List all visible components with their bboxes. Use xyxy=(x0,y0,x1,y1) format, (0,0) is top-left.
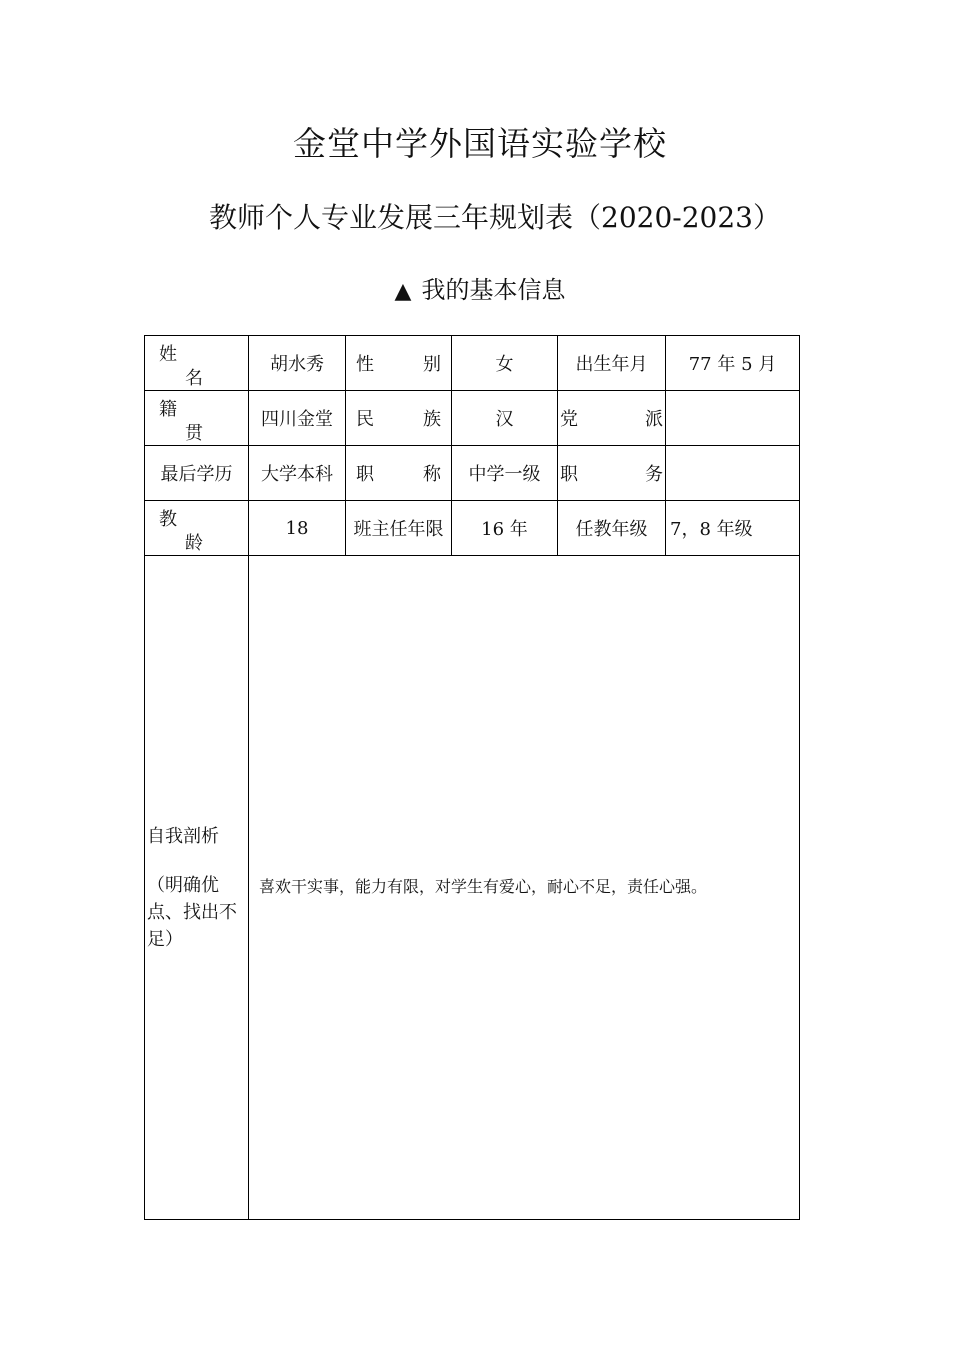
basic-info-table xyxy=(144,335,800,1220)
self-analysis-content: 喜欢干实事，能力有限，对学生有爱心，耐心不足，责任心强。 xyxy=(259,877,708,896)
education-value: 大学本科 xyxy=(249,446,346,501)
self-analysis-hint: （明确优点、找出不足） xyxy=(147,874,237,950)
section-label: 我的基本信息 xyxy=(421,276,566,304)
teaching-grade-value: 7，8 年级 xyxy=(666,501,800,556)
birth-label: 出生年月 xyxy=(558,336,666,391)
gender-value: 女 xyxy=(452,336,558,391)
native-value: 四川金堂 xyxy=(249,391,346,446)
page-subtitle: 教师个人专业发展三年规划表（2020-2023） xyxy=(209,201,781,234)
triangle-icon: ▲ xyxy=(394,279,412,304)
self-analysis-label-cell xyxy=(145,556,249,1220)
ethnic-value: 汉 xyxy=(452,391,558,446)
party-value xyxy=(666,391,800,446)
ethnic-label-cell: 民 族 xyxy=(346,391,452,446)
teaching-years-value: 18 xyxy=(249,501,346,556)
page-title: 金堂中学外国语实验学校 xyxy=(293,124,667,163)
table-row xyxy=(145,391,800,446)
table-row xyxy=(145,556,800,1220)
party-label-cell: 党 派 xyxy=(558,391,666,446)
teaching-years-label-cell: 教 龄 xyxy=(145,501,249,556)
self-analysis-label: 自我剖析 xyxy=(147,825,219,847)
table-row xyxy=(145,446,800,501)
teaching-grade-label: 任教年级 xyxy=(558,501,666,556)
table-row xyxy=(145,336,800,391)
education-label: 最后学历 xyxy=(145,446,249,501)
gender-label-cell: 性 别 xyxy=(346,336,452,391)
headteacher-years-label: 班主任年限 xyxy=(346,501,452,556)
professional-title-value: 中学一级 xyxy=(452,446,558,501)
duty-value xyxy=(666,446,800,501)
name-label-cell: 姓 名 xyxy=(145,336,249,391)
native-label-cell: 籍 贯 xyxy=(145,391,249,446)
table-row xyxy=(145,501,800,556)
professional-title-label-cell: 职 称 xyxy=(346,446,452,501)
self-analysis-content-cell xyxy=(249,556,800,1220)
section-heading xyxy=(0,270,960,305)
headteacher-years-value: 16 年 xyxy=(452,501,558,556)
name-value: 胡水秀 xyxy=(249,336,346,391)
birth-value: 77 年 5 月 xyxy=(666,336,800,391)
duty-label-cell: 职 务 xyxy=(558,446,666,501)
